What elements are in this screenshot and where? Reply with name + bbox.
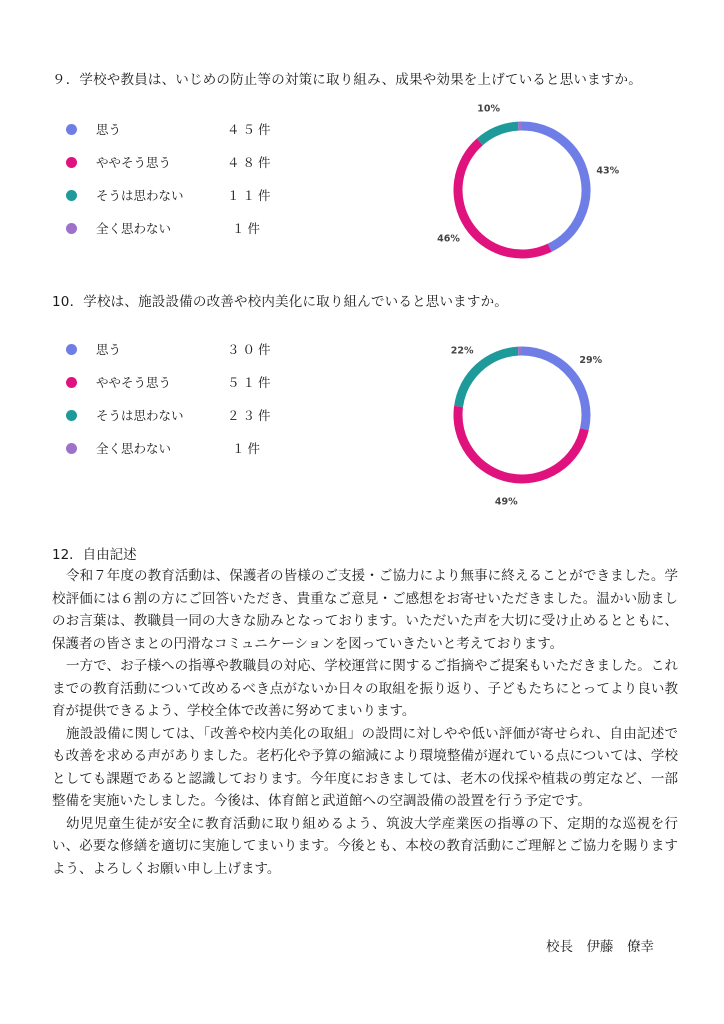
legend-label: ややそう思う	[96, 155, 172, 170]
legend-dot-icon	[66, 377, 77, 388]
slice-percent-label: 46%	[437, 233, 460, 245]
question-9-title: ９．学校や教員は、いじめの防止等の対策に取り組み、成果や効果を上げていると思いますか。	[52, 72, 642, 88]
question-9-legend	[62, 120, 292, 252]
slice-disagree	[459, 351, 519, 406]
slice-percent-label: 43%	[596, 165, 620, 177]
section-12-title: 12．自由記述	[52, 547, 137, 563]
free-comment-body	[52, 565, 678, 880]
legend-label: そうは思わない	[96, 408, 184, 423]
legend-count: ５１件	[227, 375, 274, 390]
question-9-donut-chart	[426, 100, 626, 280]
legend-count: ４８件	[227, 155, 274, 170]
legend-dot-icon	[66, 124, 77, 135]
legend-item-strongly-disagree	[62, 439, 292, 472]
legend-label: ややそう思う	[96, 375, 172, 390]
question-10-title: 10．学校は、施設設備の改善や校内美化に取り組んでいると思いますか。	[52, 294, 508, 310]
paragraph: 一方で、お子様への指導や教職員の対応、学校運営に関するご指摘やご提案もいただきました。これまでの教育活動について改めるべき点がないか日々の取組を振り返り、子どもたちにとってより良い教育が提供できるよう、学校全体で改善に努めてまいります。	[52, 658, 678, 719]
slice-percent-label: 10%	[477, 103, 501, 115]
slice-somewhat-agree	[458, 406, 584, 479]
slice-agree	[522, 126, 586, 248]
legend-label: 全く思わない	[96, 441, 172, 456]
legend-count: １件	[231, 441, 263, 456]
paragraph: 施設設備に関しては、「改善や校内美化の取組」の設問に対しやや低い評価が寄せられ、自由記述でも改善を求める声がありました。老朽化や予算の縮減により環境整備が遅れている点については、学校としても課題であると認識しております。今年度におきましては、老木の伐採や植栽の剪定など、一部整備を実施いたしました。今後は、体育館と武道館への空調設備の設置を行う予定です。	[52, 725, 678, 809]
legend-item-somewhat-agree	[62, 153, 292, 186]
question-10-legend	[62, 340, 292, 472]
legend-label: 全く思わない	[96, 221, 172, 236]
legend-item-disagree	[62, 186, 292, 219]
legend-label: そうは思わない	[96, 188, 184, 203]
question-10-donut-chart	[426, 325, 626, 505]
legend-item-agree	[62, 120, 292, 153]
slice-percent-label: 29%	[579, 355, 603, 367]
paragraph: 令和７年度の教育活動は、保護者の皆様のご支援・ご協力により無事に終えることができました。学校評価には６割の方にご回答いただき、貴重なご意見・ご感想をお寄せいただきました。温かい励ましのお言葉は、教職員一同の大きな励みとなっております。いただいた声を大切に受け止めるとともに、保護者の皆さまとの円滑なコミュニケーションを図っていきたいと考えております。	[52, 568, 678, 652]
legend-dot-icon	[66, 157, 77, 168]
legend-item-strongly-disagree	[62, 219, 292, 252]
legend-count: ３０件	[227, 342, 274, 357]
slice-disagree	[480, 126, 518, 142]
legend-count: １件	[231, 221, 263, 236]
slice-agree	[522, 351, 586, 429]
slice-percent-label: 49%	[494, 496, 518, 505]
legend-item-somewhat-agree	[62, 373, 292, 406]
principal-signature: 校長 伊藤 僚幸	[546, 939, 654, 955]
legend-count: １１件	[227, 188, 274, 203]
paragraph: 幼児児童生徒が安全に教育活動に取り組めるよう、筑波大学産業医の指導の下、定期的な巡視を行い、必要な修繕を適切に実施してまいります。今後とも、本校の教育活動にご理解とご協力を賜りますよう、よろしくお願い申し上げます。	[52, 815, 678, 877]
legend-dot-icon	[66, 223, 77, 234]
slice-somewhat-agree	[458, 142, 550, 254]
legend-dot-icon	[66, 190, 77, 201]
slice-percent-label: 22%	[450, 345, 474, 357]
legend-count: ４５件	[227, 122, 274, 137]
legend-dot-icon	[66, 443, 77, 454]
legend-item-agree	[62, 340, 292, 373]
legend-item-disagree	[62, 406, 292, 439]
legend-dot-icon	[66, 344, 77, 355]
legend-label: 思う	[96, 342, 122, 357]
legend-count: ２３件	[227, 408, 274, 423]
legend-dot-icon	[66, 410, 77, 421]
legend-label: 思う	[96, 122, 122, 137]
